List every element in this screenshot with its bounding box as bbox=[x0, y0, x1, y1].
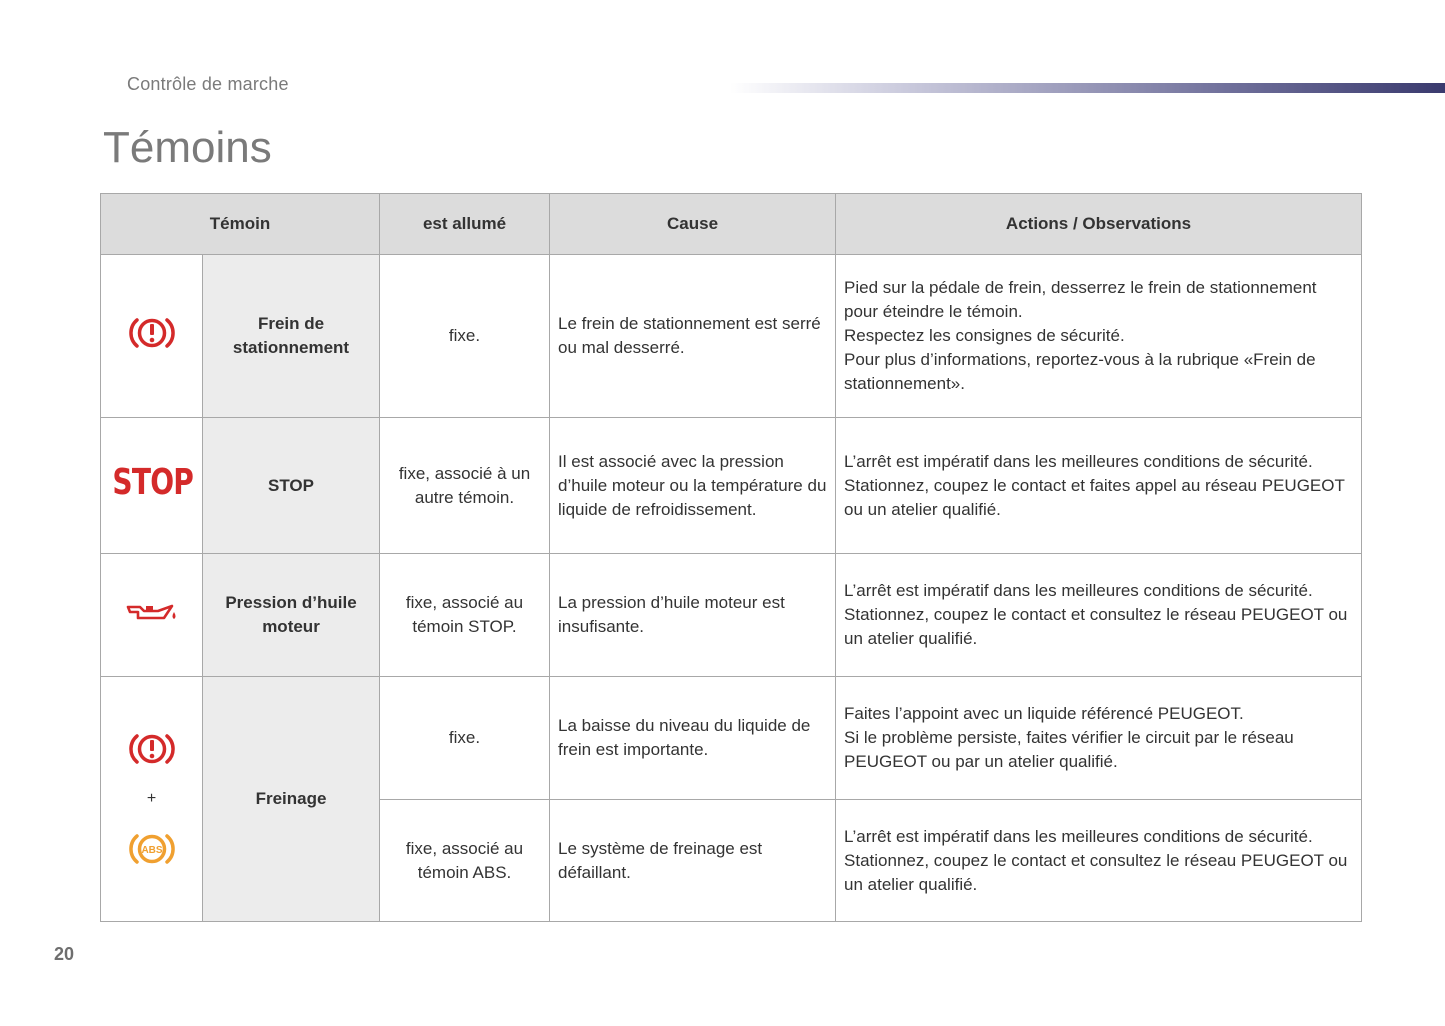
table-row bbox=[101, 418, 1362, 554]
action-line: L’arrêt est impératif dans les meilleures conditions de sécurité. bbox=[844, 451, 1313, 471]
lit-status: fixe. bbox=[380, 255, 550, 418]
action-line: L’arrêt est impératif dans les meilleures conditions de sécurité. bbox=[844, 581, 1313, 600]
icon-cell bbox=[101, 677, 203, 922]
action-line: Stationnez, coupez le contact et faites appel au réseau PEUGEOT ou un atelier qualifié. bbox=[844, 475, 1345, 519]
oil-pressure-icon bbox=[124, 598, 180, 626]
stop-warning-icon: STOP bbox=[112, 461, 194, 503]
icon-cell bbox=[101, 554, 203, 677]
icon-cell bbox=[101, 255, 203, 418]
warning-name: STOP bbox=[203, 418, 380, 554]
cause-text: Il est associé avec la pression d’huile moteur ou la température du liquide de refroidissement. bbox=[550, 418, 836, 554]
actions-cell bbox=[836, 800, 1362, 922]
table-row bbox=[101, 255, 1362, 418]
actions-cell bbox=[836, 255, 1362, 418]
abs-warning-icon bbox=[127, 829, 177, 869]
table-row bbox=[101, 554, 1362, 677]
section-title: Contrôle de marche bbox=[127, 74, 289, 94]
action-line: Si le problème persiste, faites vérifier le circuit par le réseau PEUGEOT ou par un atelier qualifié. bbox=[844, 728, 1294, 771]
cause-text: La pression d’huile moteur est insufisante. bbox=[550, 554, 836, 677]
warning-lights-table bbox=[100, 193, 1362, 922]
action-line: Stationnez, coupez le contact et consultez le réseau PEUGEOT ou un atelier qualifié. bbox=[844, 605, 1348, 648]
action-line: L’arrêt est impératif dans les meilleures conditions de sécurité. Stationnez, coupez le contact et consultez le réseau PEUGEOT ou un atelier qualifié. bbox=[844, 826, 1348, 894]
brake-warning-icon bbox=[127, 729, 177, 769]
header-gradient-bar bbox=[730, 83, 1445, 93]
warning-name: Freinage bbox=[203, 677, 380, 922]
warning-name: Frein de stationnement bbox=[203, 255, 380, 418]
lit-status: fixe, associé au témoin STOP. bbox=[380, 554, 550, 677]
action-line: Pied sur la pédale de frein, desserrez le frein de stationnement pour éteindre le témoin. bbox=[844, 278, 1317, 321]
table-row bbox=[101, 677, 1362, 800]
action-line: Respectez les consignes de sécurité. bbox=[844, 326, 1125, 345]
page-number: 20 bbox=[54, 944, 75, 964]
actions-cell bbox=[836, 554, 1362, 677]
page-title: Témoins bbox=[103, 123, 272, 172]
lit-status: fixe, associé au témoin ABS. bbox=[380, 800, 550, 922]
parking-brake-warning-icon bbox=[127, 313, 177, 353]
abs-icon-label: ABS bbox=[140, 845, 163, 856]
table-header-row bbox=[101, 194, 1362, 255]
column-header-est-allume: est allumé bbox=[380, 194, 550, 255]
warning-name: Pression d’huile moteur bbox=[203, 554, 380, 677]
cause-text: La baisse du niveau du liquide de frein est importante. bbox=[550, 677, 836, 800]
lit-status: fixe. bbox=[380, 677, 550, 800]
actions-cell bbox=[836, 677, 1362, 800]
lit-status: fixe, associé à un autre témoin. bbox=[380, 418, 550, 554]
cause-text: Le système de freinage est défaillant. bbox=[550, 800, 836, 922]
column-header-cause: Cause bbox=[550, 194, 836, 255]
action-line: Faites l’appoint avec un liquide référencé PEUGEOT. bbox=[844, 704, 1244, 723]
plus-sign: + bbox=[146, 790, 157, 807]
action-line: Pour plus d’informations, reportez-vous à la rubrique «Frein de stationnement». bbox=[844, 350, 1316, 393]
actions-cell bbox=[836, 418, 1362, 554]
column-header-actions: Actions / Observations bbox=[836, 194, 1362, 255]
column-header-temoin: Témoin bbox=[101, 194, 380, 255]
icon-cell bbox=[101, 418, 203, 554]
cause-text: Le frein de stationnement est serré ou mal desserré. bbox=[550, 255, 836, 418]
